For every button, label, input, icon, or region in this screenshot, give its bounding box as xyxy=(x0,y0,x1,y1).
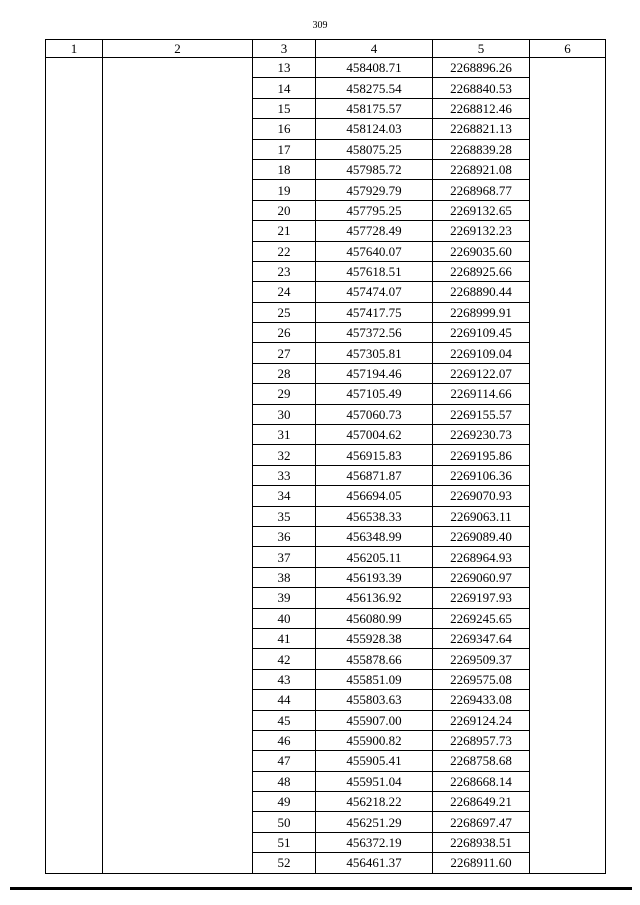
y-coordinate-cell: 2268758.68 xyxy=(433,751,530,771)
point-number-cell: 39 xyxy=(253,588,316,608)
x-coordinate-cell: 455907.00 xyxy=(316,710,433,730)
y-coordinate-cell: 2268649.21 xyxy=(433,792,530,812)
y-coordinate-cell: 2269575.08 xyxy=(433,669,530,689)
x-coordinate-cell: 457474.07 xyxy=(316,282,433,302)
x-coordinate-cell: 457060.73 xyxy=(316,404,433,424)
table-body xyxy=(46,58,606,874)
point-number-cell: 38 xyxy=(253,567,316,587)
column-header: 3 xyxy=(253,40,316,58)
y-coordinate-cell: 2268896.26 xyxy=(433,58,530,78)
x-coordinate-cell: 455928.38 xyxy=(316,628,433,648)
x-coordinate-cell: 456136.92 xyxy=(316,588,433,608)
y-coordinate-cell: 2269195.86 xyxy=(433,445,530,465)
x-coordinate-cell: 456694.05 xyxy=(316,486,433,506)
y-coordinate-cell: 2269063.11 xyxy=(433,506,530,526)
y-coordinate-cell: 2269155.57 xyxy=(433,404,530,424)
x-coordinate-cell: 458408.71 xyxy=(316,58,433,78)
y-coordinate-cell: 2268668.14 xyxy=(433,771,530,791)
point-number-cell: 47 xyxy=(253,751,316,771)
point-number-cell: 24 xyxy=(253,282,316,302)
y-coordinate-cell: 2269060.97 xyxy=(433,567,530,587)
x-coordinate-cell: 456915.83 xyxy=(316,445,433,465)
y-coordinate-cell: 2268999.91 xyxy=(433,302,530,322)
y-coordinate-cell: 2268964.93 xyxy=(433,547,530,567)
y-coordinate-cell: 2269035.60 xyxy=(433,241,530,261)
x-coordinate-cell: 458175.57 xyxy=(316,98,433,118)
x-coordinate-cell: 457004.62 xyxy=(316,425,433,445)
x-coordinate-cell: 455803.63 xyxy=(316,690,433,710)
column-header: 4 xyxy=(316,40,433,58)
y-coordinate-cell: 2269197.93 xyxy=(433,588,530,608)
x-coordinate-cell: 457640.07 xyxy=(316,241,433,261)
point-number-cell: 33 xyxy=(253,465,316,485)
y-coordinate-cell: 2268840.53 xyxy=(433,78,530,98)
y-coordinate-cell: 2269124.24 xyxy=(433,710,530,730)
point-number-cell: 40 xyxy=(253,608,316,628)
column-header: 2 xyxy=(103,40,253,58)
point-number-cell: 49 xyxy=(253,792,316,812)
point-number-cell: 34 xyxy=(253,486,316,506)
point-number-cell: 48 xyxy=(253,771,316,791)
point-number-cell: 41 xyxy=(253,628,316,648)
point-number-cell: 52 xyxy=(253,853,316,873)
x-coordinate-cell: 457929.79 xyxy=(316,180,433,200)
point-number-cell: 35 xyxy=(253,506,316,526)
y-coordinate-cell: 2268938.51 xyxy=(433,832,530,852)
x-coordinate-cell: 455951.04 xyxy=(316,771,433,791)
y-coordinate-cell: 2269230.73 xyxy=(433,425,530,445)
point-number-cell: 17 xyxy=(253,139,316,159)
point-number-cell: 29 xyxy=(253,384,316,404)
page-number: 309 xyxy=(312,20,328,31)
x-coordinate-cell: 458275.54 xyxy=(316,78,433,98)
y-coordinate-cell: 2269089.40 xyxy=(433,526,530,546)
y-coordinate-cell: 2268821.13 xyxy=(433,119,530,139)
column-header: 6 xyxy=(530,40,606,58)
x-coordinate-cell: 457795.25 xyxy=(316,200,433,220)
y-coordinate-cell: 2268911.60 xyxy=(433,853,530,873)
point-number-cell: 15 xyxy=(253,98,316,118)
y-coordinate-cell: 2269122.07 xyxy=(433,363,530,383)
point-number-cell: 32 xyxy=(253,445,316,465)
y-coordinate-cell: 2268697.47 xyxy=(433,812,530,832)
point-number-cell: 26 xyxy=(253,323,316,343)
x-coordinate-cell: 456205.11 xyxy=(316,547,433,567)
y-coordinate-cell: 2269433.08 xyxy=(433,690,530,710)
point-number-cell: 16 xyxy=(253,119,316,139)
point-number-cell: 28 xyxy=(253,363,316,383)
point-number-cell: 25 xyxy=(253,302,316,322)
y-coordinate-cell: 2268957.73 xyxy=(433,730,530,750)
point-number-cell: 18 xyxy=(253,159,316,179)
x-coordinate-cell: 456080.99 xyxy=(316,608,433,628)
y-coordinate-cell: 2269132.65 xyxy=(433,200,530,220)
y-coordinate-cell: 2269106.36 xyxy=(433,465,530,485)
point-number-cell: 44 xyxy=(253,690,316,710)
point-number-cell: 51 xyxy=(253,832,316,852)
y-coordinate-cell: 2269509.37 xyxy=(433,649,530,669)
table-header-row xyxy=(46,40,606,58)
x-coordinate-cell: 456538.33 xyxy=(316,506,433,526)
point-number-cell: 13 xyxy=(253,58,316,78)
point-number-cell: 37 xyxy=(253,547,316,567)
x-coordinate-cell: 457372.56 xyxy=(316,323,433,343)
x-coordinate-cell: 455851.09 xyxy=(316,669,433,689)
x-coordinate-cell: 456218.22 xyxy=(316,792,433,812)
y-coordinate-cell: 2269114.66 xyxy=(433,384,530,404)
x-coordinate-cell: 457194.46 xyxy=(316,363,433,383)
x-coordinate-cell: 456372.19 xyxy=(316,832,433,852)
x-coordinate-cell: 458124.03 xyxy=(316,119,433,139)
point-number-cell: 46 xyxy=(253,730,316,750)
point-number-cell: 23 xyxy=(253,261,316,281)
x-coordinate-cell: 457728.49 xyxy=(316,221,433,241)
table-row xyxy=(46,58,606,78)
x-coordinate-cell: 457105.49 xyxy=(316,384,433,404)
point-number-cell: 21 xyxy=(253,221,316,241)
x-coordinate-cell: 455878.66 xyxy=(316,649,433,669)
x-coordinate-cell: 457417.75 xyxy=(316,302,433,322)
point-number-cell: 27 xyxy=(253,343,316,363)
point-number-cell: 42 xyxy=(253,649,316,669)
point-number-cell: 22 xyxy=(253,241,316,261)
y-coordinate-cell: 2269245.65 xyxy=(433,608,530,628)
column-1-cell xyxy=(46,58,103,874)
point-number-cell: 19 xyxy=(253,180,316,200)
point-number-cell: 50 xyxy=(253,812,316,832)
y-coordinate-cell: 2268839.28 xyxy=(433,139,530,159)
y-coordinate-cell: 2268968.77 xyxy=(433,180,530,200)
x-coordinate-cell: 456193.39 xyxy=(316,567,433,587)
coordinates-table xyxy=(45,39,606,874)
x-coordinate-cell: 455900.82 xyxy=(316,730,433,750)
x-coordinate-cell: 457618.51 xyxy=(316,261,433,281)
column-header: 1 xyxy=(46,40,103,58)
y-coordinate-cell: 2268921.08 xyxy=(433,159,530,179)
column-header: 5 xyxy=(433,40,530,58)
y-coordinate-cell: 2269109.45 xyxy=(433,323,530,343)
x-coordinate-cell: 455905.41 xyxy=(316,751,433,771)
x-coordinate-cell: 457305.81 xyxy=(316,343,433,363)
point-number-cell: 30 xyxy=(253,404,316,424)
point-number-cell: 45 xyxy=(253,710,316,730)
x-coordinate-cell: 458075.25 xyxy=(316,139,433,159)
column-6-cell xyxy=(530,58,606,874)
x-coordinate-cell: 456348.99 xyxy=(316,526,433,546)
footer-rule xyxy=(10,887,632,890)
y-coordinate-cell: 2268925.66 xyxy=(433,261,530,281)
x-coordinate-cell: 457985.72 xyxy=(316,159,433,179)
point-number-cell: 14 xyxy=(253,78,316,98)
x-coordinate-cell: 456461.37 xyxy=(316,853,433,873)
y-coordinate-cell: 2269347.64 xyxy=(433,628,530,648)
x-coordinate-cell: 456871.87 xyxy=(316,465,433,485)
point-number-cell: 31 xyxy=(253,425,316,445)
point-number-cell: 36 xyxy=(253,526,316,546)
x-coordinate-cell: 456251.29 xyxy=(316,812,433,832)
y-coordinate-cell: 2269070.93 xyxy=(433,486,530,506)
y-coordinate-cell: 2269109.04 xyxy=(433,343,530,363)
column-2-cell xyxy=(103,58,253,874)
point-number-cell: 20 xyxy=(253,200,316,220)
point-number-cell: 43 xyxy=(253,669,316,689)
y-coordinate-cell: 2269132.23 xyxy=(433,221,530,241)
y-coordinate-cell: 2268812.46 xyxy=(433,98,530,118)
y-coordinate-cell: 2268890.44 xyxy=(433,282,530,302)
